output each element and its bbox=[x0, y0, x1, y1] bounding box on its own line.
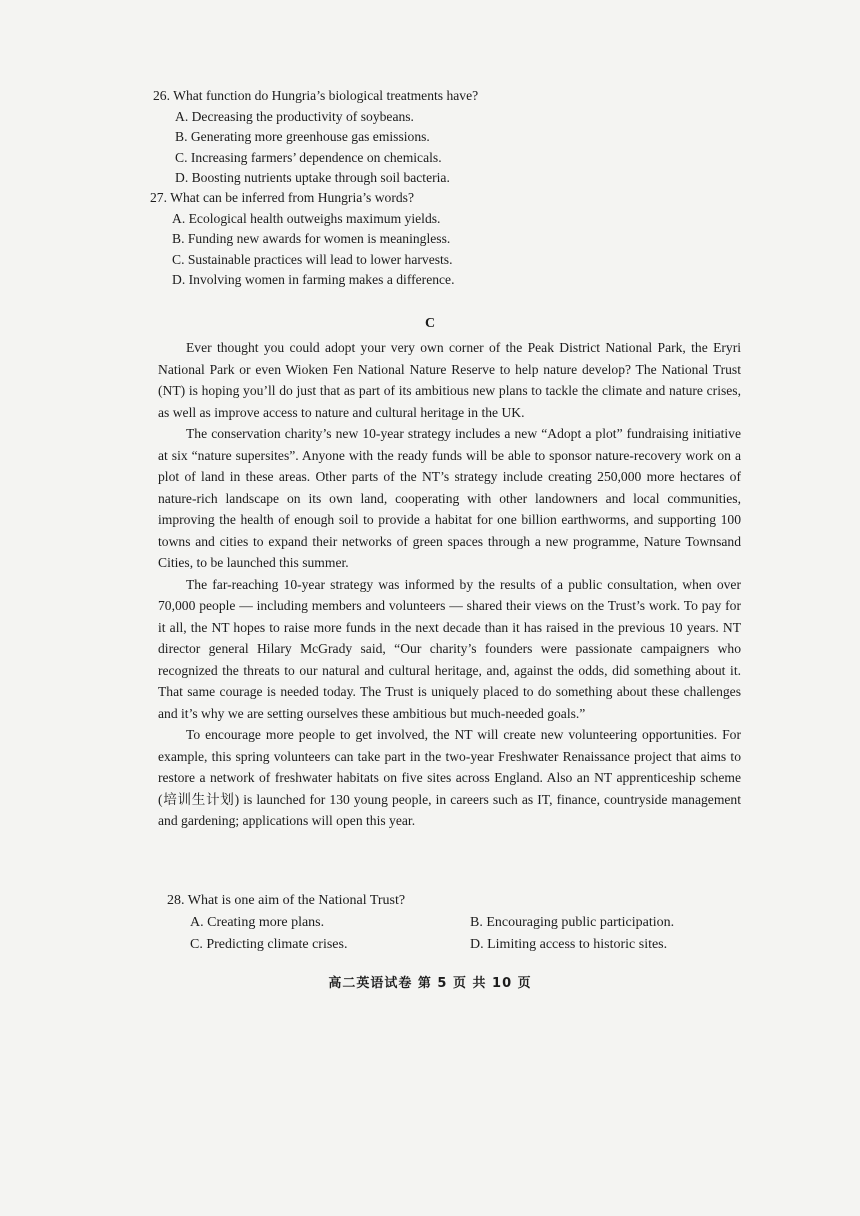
question-28-option-d: D. Limiting access to historic sites. bbox=[470, 937, 668, 952]
question-27-option-d: D. Involving women in farming makes a difference. bbox=[172, 272, 455, 287]
question-28 bbox=[167, 890, 747, 956]
question-27-option-b: B. Funding new awards for women is meaningless. bbox=[172, 231, 451, 246]
passage-paragraph-2: The conservation charity’s new 10-year strategy includes a new “Adopt a plot” fundraising initiative at six “nature supersites”. Anyone with the ready funds will be able to sponsor nature-recovery work on a plot of land in these areas. Other parts of the NT’s strategy include creating 250,000 more hectares of nature-rich landscape on its own land, cooperating with other landowners and local communities, improving the health of enough soil to provide a habitat for one billion earthworms, and supporting 100 towns and cities to expand their networks of green spaces through a new programme, Nature Townsand Cities, to be launched this summer. bbox=[158, 426, 741, 570]
question-26-option-c: C. Increasing farmers’ dependence on chemicals. bbox=[175, 149, 442, 165]
question-26 bbox=[153, 86, 753, 189]
passage-c bbox=[158, 337, 741, 832]
question-26-option-b: B. Generating more greenhouse gas emissions. bbox=[175, 129, 430, 144]
question-26-option-d: D. Boosting nutrients uptake through soil bacteria. bbox=[175, 170, 450, 185]
page-footer: 高二英语试卷 第 5 页 共 10 页 bbox=[328, 976, 532, 991]
section-heading: C bbox=[424, 316, 436, 331]
question-27-option-c: C. Sustainable practices will lead to lower harvests. bbox=[172, 251, 453, 267]
question-28-option-b: B. Encouraging public participation. bbox=[470, 915, 675, 930]
passage-paragraph-4: To encourage more people to get involved, the NT will create new volunteering opportunities. For example, this spring volunteers can take part in the two-year Freshwater Renaissance project that aims to restore a network of freshwater habitats on five sites across England. Also an NT apprenticeship scheme (培训生计划) is launched for 130 young people, in careers such as IT, finance, countryside management and gardening; applications will open this year. bbox=[158, 727, 741, 828]
question-28-option-c: C. Predicting climate crises. bbox=[190, 937, 348, 952]
question-26-stem: 26. What function do Hungria’s biological treatments have? bbox=[153, 88, 479, 103]
question-28-stem: 28. What is one aim of the National Trust? bbox=[167, 893, 406, 908]
question-28-options-row-1 bbox=[167, 912, 747, 934]
question-27 bbox=[150, 188, 750, 291]
question-28-options-row-2 bbox=[167, 934, 747, 956]
question-26-option-a: A. Decreasing the productivity of soybeans. bbox=[175, 108, 414, 124]
passage-paragraph-1: Ever thought you could adopt your very own corner of the Peak District National Park, the Eryri National Park or even Wioken Fen National Nature Reserve to help nature develop? The National Trust (NT) is hoping you’ll do just that as part of its ambitious new plans to tackle the climate and nature crises, as well as improve access to nature and cultural heritage in the UK. bbox=[158, 340, 741, 420]
question-27-option-a: A. Ecological health outweighs maximum yields. bbox=[172, 210, 441, 226]
question-27-stem: 27. What can be inferred from Hungria’s words? bbox=[150, 190, 414, 205]
passage-paragraph-3: The far-reaching 10-year strategy was informed by the results of a public consultation, when over 70,000 people — including members and volunteers — shared their views on the Trust’s work. To pay for it all, the NT hopes to raise more funds in the next decade than it has raised in the previous 10 years. NT director general Hilary McGrady said, “Our charity’s founders were passionate campaigners who recognized the threats to our natural and cultural heritage, and, against the odds, did something about it. That same courage is needed today. The Trust is uniquely placed to do something about these challenges and it’s why we are setting ourselves these ambitious but much-needed goals.” bbox=[158, 576, 741, 721]
question-28-option-a: A. Creating more plans. bbox=[190, 915, 325, 930]
